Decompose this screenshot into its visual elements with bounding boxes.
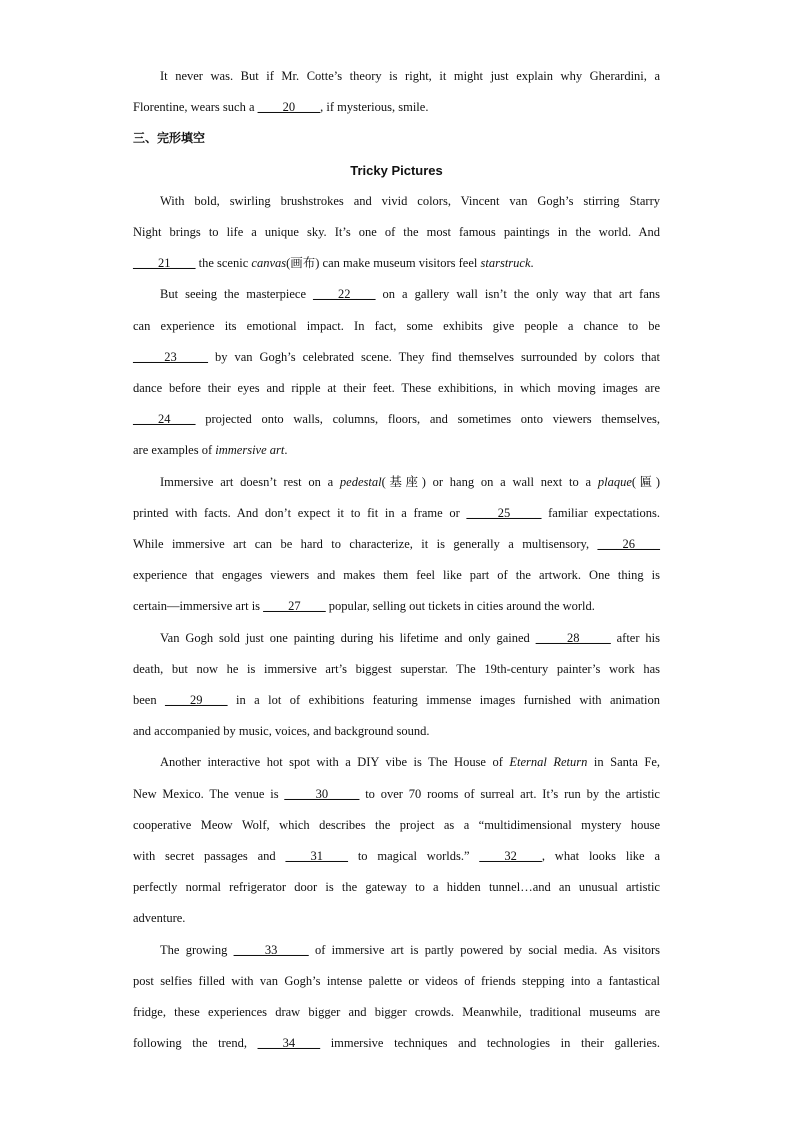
text-run: , what looks like a: [541, 849, 660, 864]
text-run: familiar expectations.: [541, 505, 660, 520]
text-line: and accompanied by music, voices, and background sound.: [133, 724, 430, 739]
text-line: [133, 404, 660, 435]
blank-20[interactable]: ____20____: [257, 100, 321, 115]
text-line: [133, 1028, 660, 1059]
italic-term: plaque: [597, 474, 632, 489]
text-line: adventure.: [133, 911, 186, 926]
text-line: [133, 467, 660, 498]
blank-22[interactable]: ____22____: [313, 287, 376, 302]
text-run: to magical worlds.”: [348, 849, 480, 864]
text-run: Another interactive hot spot with a DIY vibe is The House of: [160, 755, 510, 770]
text-line: [133, 685, 660, 716]
text-run: following the trend,: [133, 1036, 258, 1051]
paragraph-1: [133, 186, 660, 280]
blank-23[interactable]: _____23_____: [133, 349, 208, 364]
text-line: cooperative Meow Wolf, which describes the project as a “multidimensional mystery house: [133, 817, 660, 832]
text-line: [133, 342, 660, 373]
text-line: [133, 279, 660, 310]
italic-term: starstruck: [480, 256, 531, 271]
text-line: perfectly normal refrigerator door is the gateway to a hidden tunnel…and an unusual artistic: [133, 880, 660, 895]
text-run: by van Gogh’s celebrated scene. They find themselves surrounded by colors that: [208, 349, 660, 364]
italic-term: immersive art: [215, 443, 285, 458]
paragraph-continued: [133, 61, 660, 123]
paragraph-3: [133, 467, 660, 623]
blank-30[interactable]: _____30_____: [284, 786, 360, 801]
text-run: (匾): [631, 474, 660, 489]
text-run: .: [284, 443, 288, 458]
text-run: certain—immersive art is: [133, 599, 264, 614]
text-run: popular, selling out tickets in cities around the world.: [325, 599, 595, 614]
italic-term: canvas: [251, 256, 287, 271]
text-run: to over 70 rooms of surreal art. It’s run by the artistic: [359, 786, 660, 801]
blank-34[interactable]: ____34____: [257, 1036, 321, 1051]
text-run: But seeing the masterpiece: [160, 287, 314, 302]
text-run: the scenic: [195, 256, 252, 271]
text-run: While immersive art can be hard to characterize, it is generally a multisensory,: [133, 537, 598, 552]
text-run: (基座) or hang on a wall next to a: [381, 474, 598, 489]
blank-26[interactable]: ____26____: [597, 537, 660, 552]
text-line: It never was. But if Mr. Cotte’s theory is right, it might just explain why Gherardini, a: [160, 69, 660, 83]
passage-title: Tricky Pictures: [350, 162, 443, 178]
text-line: [133, 529, 660, 560]
text-run: Van Gogh sold just one painting during his lifetime and only gained: [160, 630, 536, 645]
paragraph-4: [133, 623, 660, 748]
text-run: of immersive art is partly powered by social media. As visitors: [308, 942, 660, 957]
blank-32[interactable]: ____32____: [479, 849, 542, 864]
text-line: death, but now he is immersive art’s biggest superstar. The 19th-century painter’s work has: [133, 661, 660, 676]
text-run: .: [530, 256, 534, 271]
text-run: New Mexico. The venue is: [133, 786, 285, 801]
text-run: (画布) can make museum visitors feel: [286, 256, 481, 271]
text-line: can experience its emotional impact. In fact, some exhibits give people a chance to be: [133, 318, 660, 333]
text-run: , if mysterious, smile.: [320, 100, 429, 115]
text-run: The growing: [160, 942, 234, 957]
section-heading: 三、完形填空: [133, 131, 206, 146]
text-line: [133, 747, 660, 778]
text-line: With bold, swirling brushstrokes and vivid colors, Vincent van Gogh’s stirring Starry: [160, 193, 660, 208]
blank-29[interactable]: ____29____: [165, 693, 228, 708]
text-run: after his: [610, 630, 660, 645]
text-line: Night brings to life a unique sky. It’s one of the most famous paintings in the world. And: [133, 225, 660, 240]
blank-33[interactable]: _____33_____: [233, 942, 309, 957]
text-line: dance before their eyes and ripple at their feet. These exhibitions, in which moving images are: [133, 381, 660, 396]
text-run: been: [133, 693, 166, 708]
text-run: Florentine, wears such a: [133, 100, 258, 115]
blank-24[interactable]: ____24____: [133, 412, 196, 427]
paragraph-6: [133, 935, 660, 1060]
text-run: in Santa Fe,: [587, 755, 661, 770]
text-line: [133, 498, 660, 529]
text-run: with secret passages and: [133, 849, 286, 864]
text-run: in a lot of exhibitions featuring immense images furnished with animation: [227, 693, 660, 708]
blank-25[interactable]: _____25_____: [466, 505, 542, 520]
text-run: are examples of: [133, 443, 216, 458]
text-line: [133, 92, 660, 123]
text-line: [133, 623, 660, 654]
text-line: post selfies filled with van Gogh’s intense palette or videos of friends stepping into a fantastical: [133, 973, 660, 988]
text-run: Immersive art doesn’t rest on a: [160, 474, 340, 489]
paragraph-5: [133, 747, 660, 934]
text-line: [133, 841, 660, 872]
text-run: projected onto walls, columns, floors, and sometimes onto viewers themselves,: [195, 412, 660, 427]
italic-term: pedestal: [339, 474, 382, 489]
text-run: immersive techniques and technologies in their galleries.: [320, 1036, 660, 1051]
text-line: [133, 591, 660, 622]
text-line: [133, 435, 660, 466]
blank-28[interactable]: _____28_____: [535, 630, 611, 645]
document-page: [133, 61, 660, 1060]
italic-term: Eternal Return: [509, 755, 588, 770]
text-line: [133, 779, 660, 810]
paragraph-2: [133, 279, 660, 466]
text-line: experience that engages viewers and makes them feel like part of the artwork. One thing is: [133, 568, 660, 583]
text-line: [133, 935, 660, 966]
text-run: printed with facts. And don’t expect it to fit in a frame or: [133, 505, 467, 520]
blank-21[interactable]: ____21____: [133, 256, 196, 271]
text-line: fridge, these experiences draw bigger and bigger crowds. Meanwhile, traditional museums are: [133, 1005, 660, 1020]
text-run: on a gallery wall isn’t the only way that art fans: [375, 287, 661, 302]
blank-27[interactable]: ____27____: [263, 599, 326, 614]
text-line: [133, 248, 660, 279]
blank-31[interactable]: ____31____: [285, 849, 348, 864]
